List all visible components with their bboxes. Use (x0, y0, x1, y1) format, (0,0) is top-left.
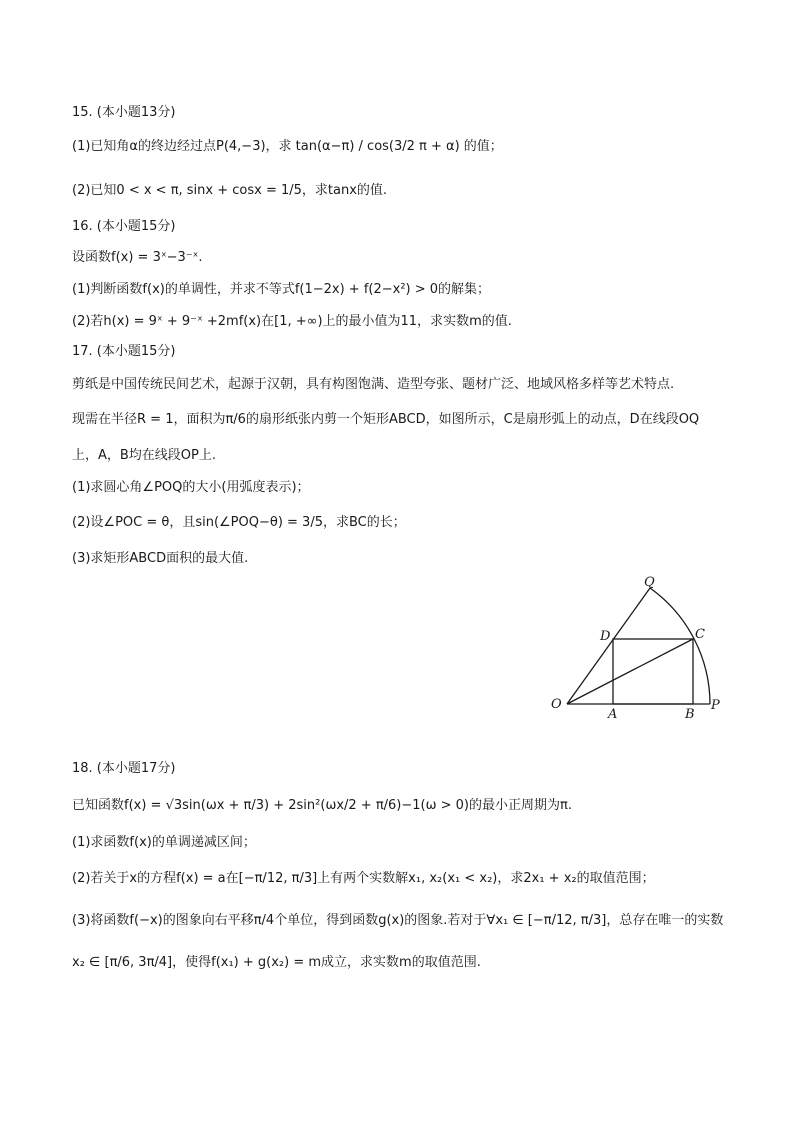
label-a: A (608, 707, 618, 722)
label-o: O (551, 697, 562, 712)
q15-title: 15. (本小题13分) (72, 105, 176, 120)
q17-intro-line3: 上，A，B均在线段OP上. (72, 448, 217, 463)
q15-part2: (2)已知0 < x < π, sinx + cosx = 1/5，求tanx的值. (72, 183, 388, 198)
q16-intro: 设函数f(x) = 3ˣ−3⁻ˣ. (72, 250, 203, 265)
q18-part3-line2: x₂ ∈ [π/6, 3π/4]，使得f(x₁) + g(x₂) = m成立，求实数m的取值范围. (72, 955, 481, 970)
q17-part3: (3)求矩形ABCD面积的最大值. (72, 551, 249, 566)
q16-part2: (2)若h(x) = 9ˣ + 9⁻ˣ +2mf(x)在[1, +∞)上的最小值为11，求实数m的值. (72, 314, 512, 329)
segment-oq (567, 588, 650, 704)
label-b: B (685, 707, 695, 722)
label-c: C (695, 627, 705, 642)
segment-oc (567, 639, 693, 704)
q17-intro-line1: 剪纸是中国传统民间艺术，起源于汉朝，具有构图饱满、造型夸张、题材广泛、地域风格多样等艺术特点. (72, 377, 675, 392)
q18-title: 18. (本小题17分) (72, 761, 176, 776)
label-q: Q (644, 575, 655, 590)
q16-part1: (1)判断函数f(x)的单调性，并求不等式f(1−2x) + f(2−x²) > 0的解集； (72, 282, 491, 297)
rectangle-abcd (613, 639, 693, 704)
q17-title: 17. (本小题15分) (72, 344, 176, 359)
q18-part3-line1: (3)将函数f(−x)的图象向右平移π/4个单位，得到函数g(x)的图象.若对于∀x₁ ∈ [−π/12, π/3]，总存在唯一的实数 (72, 913, 724, 928)
q17-intro-line2: 现需在半径R = 1，面积为π/6的扇形纸张内剪一个矩形ABCD，如图所示，C是扇形弧上的动点，D在线段OQ (72, 412, 700, 427)
q17-part1: (1)求圆心角∠POQ的大小(用弧度表示)； (72, 480, 310, 495)
q16-title: 16. (本小题15分) (72, 219, 176, 234)
label-d: D (600, 629, 611, 644)
q18-part2: (2)若关于x的方程f(x) = a在[−π/12, π/3]上有两个实数解x₁, x₂(x₁ < x₂)，求2x₁ + x₂的取值范围； (72, 871, 655, 886)
q18-intro: 已知函数f(x) = √3sin(ωx + π/3) + 2sin²(ωx/2 + π/6)−1(ω > 0)的最小正周期为π. (72, 798, 572, 813)
q17-part2: (2)设∠POC = θ，且sin(∠POQ−θ) = 3/5，求BC的长； (72, 515, 406, 530)
sector-rectangle-figure (545, 572, 725, 722)
label-p: P (711, 698, 720, 713)
q15-part1: (1)已知角α的终边经过点P(4,−3)，求 tan(α−π) / cos(3/2 π + α) 的值； (72, 139, 503, 154)
q18-part1: (1)求函数f(x)的单调递减区间； (72, 835, 256, 850)
